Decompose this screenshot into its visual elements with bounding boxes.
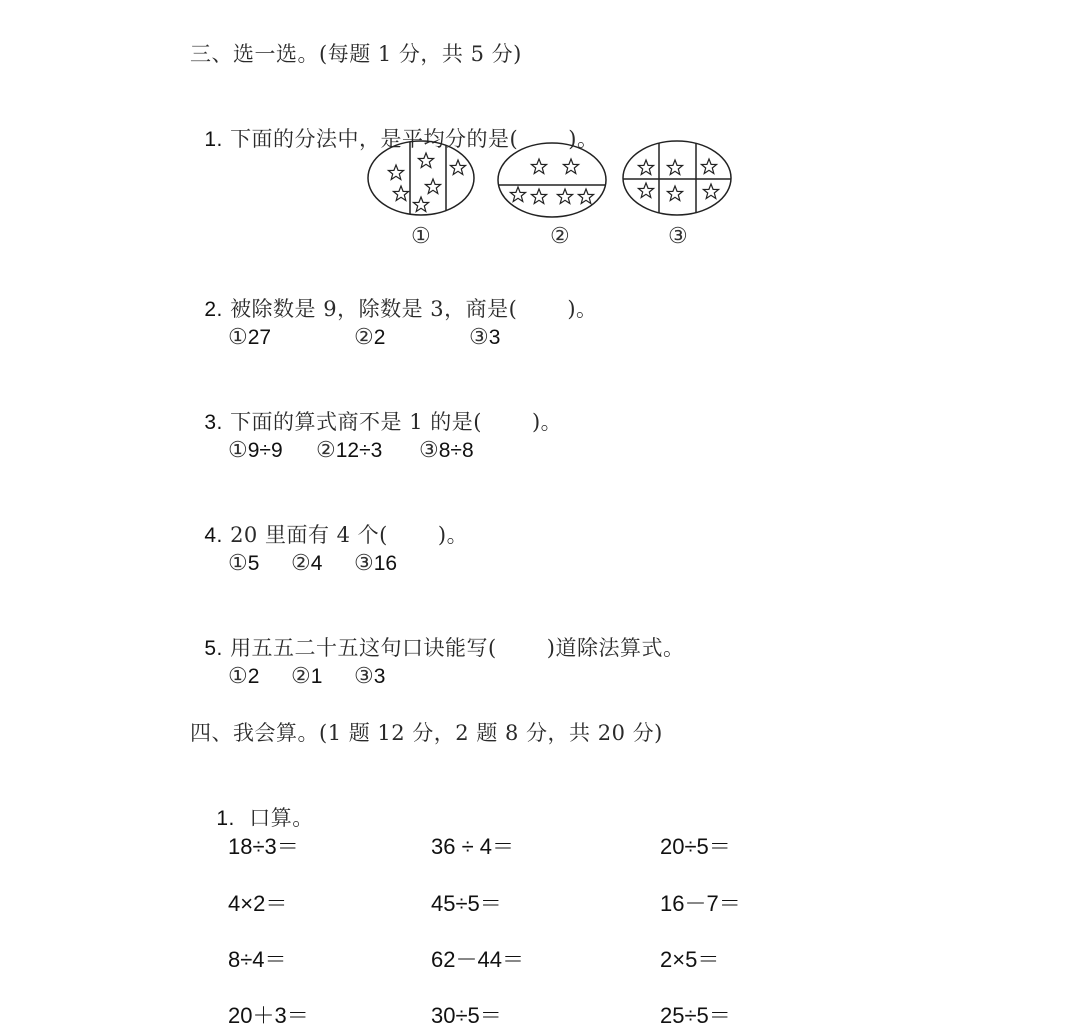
question-text-end: )。 [568,127,599,151]
question-text: 下面的算式商不是 1 的是( [230,410,482,434]
option-q2-2[interactable] [354,323,385,352]
subsection-1-title [202,776,314,833]
figure-1-label: ① [411,224,431,249]
figure-2-label: ② [550,224,570,249]
calc-item[interactable]: 4×2＝ [228,891,288,916]
question-text-end: )。 [567,297,598,321]
option-q2-3[interactable] [469,323,500,352]
option-q4-1[interactable] [228,549,259,578]
option-value: 4 [310,552,323,575]
option-mark: ① [228,438,248,463]
option-value: 3 [488,326,501,349]
question-text: 用五五二十五这句口诀能写( [230,636,497,660]
calc-item[interactable]: 18÷3＝ [228,834,299,859]
option-value: 5 [247,552,260,575]
question-text-end: )。 [437,523,469,547]
calc-item[interactable]: 20＋3＝ [228,1003,309,1028]
option-mark: ② [316,438,336,463]
figure-1-ellipse [368,136,474,226]
calc-item[interactable]: 16－7＝ [660,891,741,916]
calc-item[interactable]: 8÷4＝ [228,947,287,972]
option-q5-2[interactable] [291,662,322,691]
option-mark: ① [228,551,248,576]
figure-2-ellipse [486,143,616,217]
question-text-end: )道除法算式。 [546,636,685,660]
option-q3-2[interactable] [316,436,382,465]
option-value: 8÷8 [438,439,474,462]
calc-item[interactable]: 62－44＝ [431,947,524,972]
question-1-figures [366,136,746,251]
option-value: 12÷3 [335,439,383,462]
subsection-number: 1. [216,807,235,830]
calc-item[interactable]: 2×5＝ [660,947,720,972]
option-q5-3[interactable] [354,662,385,691]
option-value: 3 [373,665,386,688]
option-mark: ① [228,325,248,350]
question-number: 3. [204,411,223,434]
option-mark: ② [291,551,311,576]
option-q4-3[interactable] [354,549,397,578]
question-number: 4. [204,524,223,547]
question-text: 20 里面有 4 个( [230,523,388,547]
question-4 [190,493,468,550]
question-number: 1. [204,128,223,151]
option-mark: ③ [354,664,374,689]
section-3-heading: 三、选一选。(每题 1 分，共 5 分) [190,42,522,66]
option-value: 16 [373,552,398,575]
option-mark: ③ [354,551,374,576]
subsection-title: 口算。 [249,806,314,830]
question-5 [190,606,684,663]
option-q5-1[interactable] [228,662,259,691]
question-text: 被除数是 9，除数是 3，商是( [230,297,518,321]
calc-item[interactable]: 20÷5＝ [660,834,731,859]
question-number: 2. [204,298,223,321]
option-mark: ③ [469,325,489,350]
option-value: 9÷9 [247,439,283,462]
figure-3-label: ③ [668,224,688,249]
question-3 [190,380,562,437]
option-mark: ② [354,325,374,350]
option-mark: ② [291,664,311,689]
option-mark: ③ [419,438,439,463]
calc-item[interactable]: 25÷5＝ [660,1003,731,1028]
option-value: 2 [247,665,260,688]
option-mark: ① [228,664,248,689]
calc-item[interactable]: 30÷5＝ [431,1003,502,1028]
option-q4-2[interactable] [291,549,322,578]
option-q3-1[interactable] [228,436,283,465]
calc-item[interactable]: 45÷5＝ [431,891,502,916]
option-value: 27 [247,326,272,349]
question-number: 5. [204,637,223,660]
section-4-heading: 四、我会算。(1 题 12 分，2 题 8 分，共 20 分) [190,721,663,745]
question-text: 下面的分法中，是平均分的是( [230,127,519,151]
option-value: 1 [310,665,323,688]
figure-3-ellipse [616,136,736,226]
option-q3-3[interactable] [419,436,474,465]
option-q2-1[interactable] [228,323,271,352]
calc-item[interactable]: 36 ÷ 4＝ [431,834,515,859]
option-value: 2 [373,326,386,349]
question-text-end: )。 [531,410,563,434]
question-2 [190,267,598,324]
